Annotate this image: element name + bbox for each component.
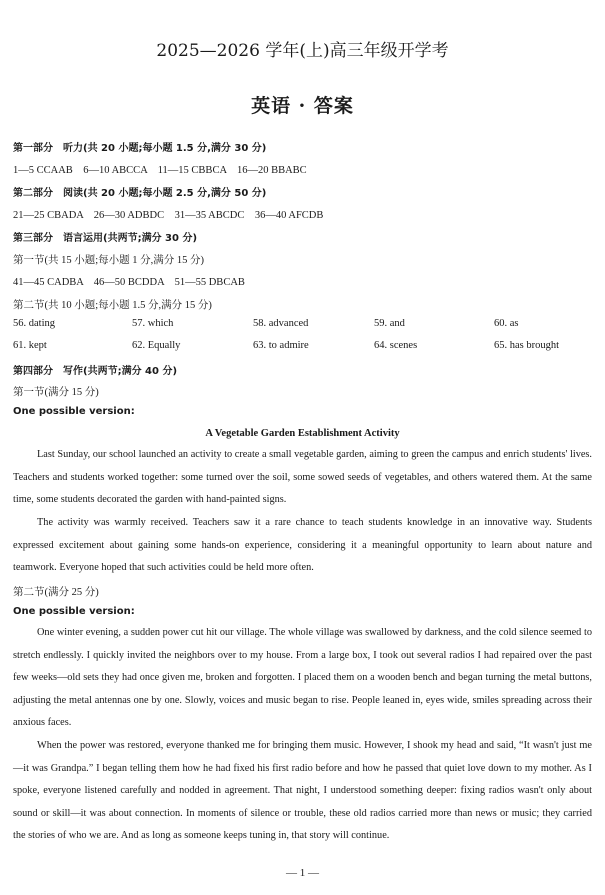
fill-answer-63: 63. to admire bbox=[253, 340, 309, 351]
fill-answer-59: 59. and bbox=[374, 318, 405, 329]
part4-section1-heading: 第一节(满分 15 分) bbox=[13, 387, 99, 398]
page-number: — 1 — bbox=[286, 867, 319, 879]
part4-section2-heading: 第二节(满分 25 分) bbox=[13, 587, 99, 598]
fill-answer-57: 57. which bbox=[132, 318, 174, 329]
part3-section1-heading: 第一节(共 15 小题;每小题 1 分,满分 15 分) bbox=[13, 255, 205, 266]
part3-heading: 第三部分 语言运用(共两节;满分 30 分) bbox=[13, 233, 198, 244]
fill-answer-65: 65. has brought bbox=[494, 340, 560, 351]
part1-answers: 1—5 CCAAB 6—10 ABCCA 11—15 CBBCA 16—20 BBABC bbox=[13, 165, 307, 176]
essay1-paragraph-2: The activity was warmly received. Teachers saw it a rare chance to teach students knowledge in an innovative way. Students expressed excitement about gaining some hands-on experience, considering it a meaningful opportunity to learn about nature and teamwork. Everyone hoped that such activities could be held more often. bbox=[13, 517, 592, 574]
part1-heading: 第一部分 听力(共 20 小题;每小题 1.5 分,满分 30 分) bbox=[13, 143, 267, 154]
fill-answer-64: 64. scenes bbox=[374, 340, 418, 351]
fill-answer-62: 62. Equally bbox=[132, 340, 181, 351]
version-label-1: One possible version: bbox=[13, 406, 135, 417]
part2-answers: 21—25 CBADA 26—30 ADBDC 31—35 ABCDC 36—40 AFCDB bbox=[13, 210, 324, 221]
fill-answer-56: 56. dating bbox=[13, 318, 55, 329]
part3-section2-heading: 第二节(共 10 小题;每小题 1.5 分,满分 15 分) bbox=[13, 300, 212, 311]
part4-heading: 第四部分 写作(共两节;满分 40 分) bbox=[13, 366, 178, 377]
essay1-paragraph-1: Last Sunday, our school launched an activity to create a small vegetable garden, aiming to green the campus and enrich students' lives. Teachers and students worked together: some turned over the soil, some sowed seeds of vegetables, and others watered them. At the same time, some students decorated the garden with hand-painted signs. bbox=[13, 449, 592, 506]
essay1-title: A Vegetable Garden Establishment Activity bbox=[205, 428, 400, 439]
essay2-paragraph-1: One winter evening, a sudden power cut hit our village. The whole village was swallowed by darkness, and the cold silence seemed to stretch endlessly. I quickly invited the neighbors over to my house. From a large box, I took out several radios I had repaired over the past few weeks—old sets they had once given me, broken and forgotten. I placed them on a wooden bench and began turning the metal buttons, adjusting the metal antennas one by one. Slowly, voices and music began to rise. People leaned in, eyes wide, smiles spreading across their anxious faces. bbox=[13, 627, 592, 729]
fill-answer-58: 58. advanced bbox=[253, 318, 309, 329]
essay2-paragraph-2: When the power was restored, everyone thanked me for bringing them music. However, I shook my head and said, “It wasn't just me—it was Grandpa.” I began telling them how he had fixed his first radio before and how he passed that quiet love down to my mother. As I spoke, everyone listened carefully and nodded in agreement. That night, I understood something deeper: fixing radios wasn't only about sound or skill—it was about connection. In moments of silence or trouble, these old radios carried more than news or music; they carried the stories of who we are. And as long as someone keeps tuning in, that story will continue. bbox=[13, 740, 592, 842]
part3-section1-answers: 41—45 CADBA 46—50 BCDDA 51—55 DBCAB bbox=[13, 277, 245, 288]
version-label-2: One possible version: bbox=[13, 606, 135, 617]
page-title: 2025—2026 学年(上)高三年级开学考 bbox=[156, 41, 449, 61]
fill-answer-60: 60. as bbox=[494, 318, 519, 329]
page-subtitle: 英语 · 答案 bbox=[251, 95, 354, 117]
part2-heading: 第二部分 阅读(共 20 小题;每小题 2.5 分,满分 50 分) bbox=[13, 188, 267, 199]
fill-answer-61: 61. kept bbox=[13, 340, 47, 351]
